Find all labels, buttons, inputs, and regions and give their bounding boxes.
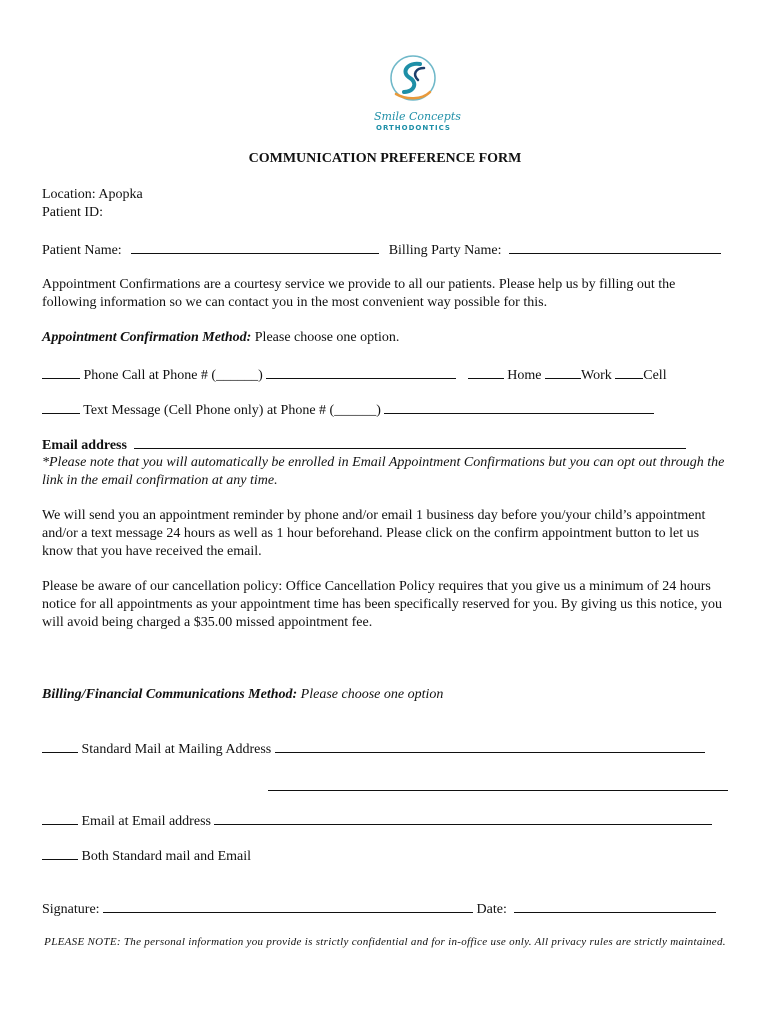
billing-party-label: Billing Party Name: [388, 243, 502, 258]
form-title: COMMUNICATION PREFERENCE FORM [248, 151, 522, 166]
billing-method-instruction: Please choose one option [297, 687, 444, 702]
billing-email-field[interactable] [214, 811, 712, 825]
email-address-field[interactable] [134, 435, 686, 449]
cancellation-paragraph: Please be aware of our cancellation policy: Office Cancellation Policy requires that you give us a minimum of 24 hours notice for all appointments as your appointment time has been specifically reserved for you. By giving us this notice, you will avoid being charged a $35.00 missed appointment fee. [42, 579, 723, 630]
standard-mail-check[interactable] [42, 739, 78, 753]
standard-mail-row [42, 739, 705, 759]
signature-row [42, 899, 716, 919]
patient-id-line: Patient ID: [42, 205, 104, 220]
billing-method-row [42, 686, 443, 704]
mailing-address-field-2[interactable] [268, 775, 728, 791]
email-address-row [42, 435, 686, 455]
email-billing-row [42, 811, 712, 831]
phone-call-label: Phone Call at Phone # (______) [80, 368, 267, 383]
appointment-method-row [42, 329, 399, 347]
patient-name-field[interactable] [131, 240, 379, 254]
mailing-address-field-1[interactable] [275, 739, 705, 753]
home-check[interactable] [468, 365, 504, 379]
date-field[interactable] [514, 899, 716, 913]
logo-mark-icon [368, 54, 458, 106]
text-message-check[interactable] [42, 400, 80, 414]
text-message-row [42, 400, 654, 420]
signature-field[interactable] [103, 899, 473, 913]
appointment-method-instruction: Please choose one option. [251, 330, 400, 345]
email-address-label: Email address [42, 438, 127, 453]
email-billing-label: Email at Email address [78, 814, 215, 829]
text-message-number-field[interactable] [384, 400, 654, 414]
both-label: Both Standard mail and Email [78, 849, 252, 864]
appointment-method-heading: Appointment Confirmation Method: [42, 330, 252, 345]
patient-name-label: Patient Name: [42, 243, 122, 258]
work-label: Work [580, 368, 616, 383]
phone-call-number-field[interactable] [266, 365, 456, 379]
home-label: Home [503, 368, 545, 383]
text-message-label: Text Message (Cell Phone only) at Phone # (______) [80, 403, 385, 418]
email-billing-check[interactable] [42, 811, 78, 825]
logo-subtitle: ORTHODONTICS [376, 124, 451, 132]
work-check[interactable] [545, 365, 581, 379]
signature-label: Signature: [42, 902, 104, 917]
standard-mail-label: Standard Mail at Mailing Address [78, 742, 275, 757]
footer-note: PLEASE NOTE: The personal information you provide is strictly confidential and for in-office use only. All privacy rules are strictly maintained. [44, 936, 726, 948]
patient-name-row [42, 240, 721, 260]
phone-call-row [42, 365, 667, 385]
both-row [42, 846, 251, 866]
intro-paragraph: Appointment Confirmations are a courtesy service we provide to all our patients. Please help us by filling out the following information so we can contact you in the most convenient way possible for this. [42, 277, 676, 310]
email-note: *Please note that you will automatically be enrolled in Email Appointment Confirmations but you can opt out through the link in the email confirmation at any time. [42, 455, 725, 488]
logo-name: Smile Concepts [374, 110, 461, 123]
billing-method-heading: Billing/Financial Communications Method: [42, 687, 298, 702]
phone-call-check[interactable] [42, 365, 80, 379]
date-label: Date: [473, 902, 511, 917]
billing-party-field[interactable] [509, 240, 721, 254]
cell-label: Cell [643, 368, 667, 383]
reminder-paragraph: We will send you an appointment reminder by phone and/or email 1 business day before you/your child’s appointment and/or a text message 24 hours as well as 1 hour beforehand. Please click on the confirm appointment button to let us know that you have received the email. [42, 508, 706, 559]
cell-check[interactable] [615, 365, 643, 379]
location-line: Location: Apopka [42, 187, 143, 202]
both-check[interactable] [42, 846, 78, 860]
logo [368, 54, 461, 134]
